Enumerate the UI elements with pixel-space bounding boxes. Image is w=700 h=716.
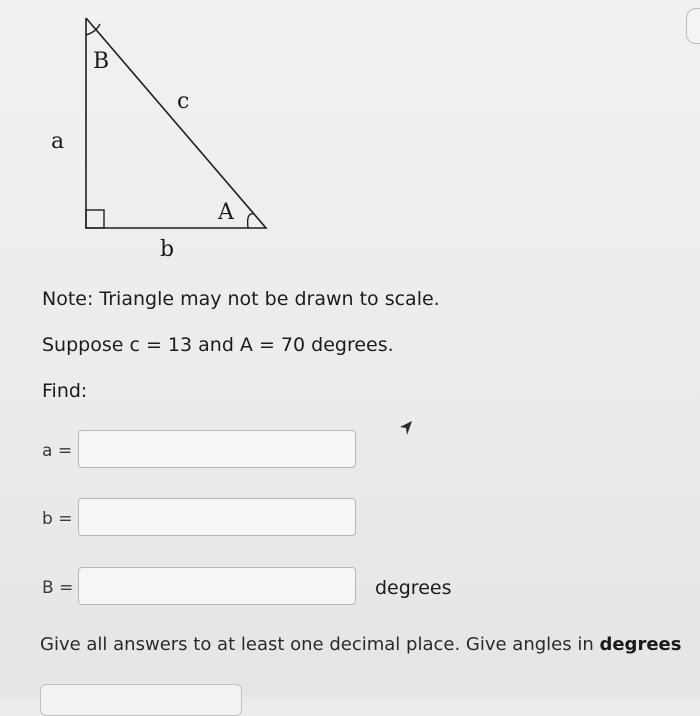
answer-label-angle-B: B = [42, 578, 74, 598]
vertex-label-B: B [93, 49, 110, 74]
answer-input-angle-B[interactable] [78, 567, 356, 605]
vertex-label-A: A [218, 200, 234, 225]
answer-label-a: a = [42, 441, 73, 461]
answer-label-b: b = [42, 509, 73, 529]
triangle-figure [40, 8, 290, 268]
triangle-outline [86, 18, 266, 228]
note-text: Note: Triangle may not be drawn to scale. [42, 288, 440, 310]
right-triangle-diagram [40, 8, 290, 268]
find-heading: Find: [42, 380, 88, 402]
side-label-b: b [160, 237, 175, 262]
instructions-prefix: Give all answers to at least one decimal place. Give angles in [40, 634, 600, 655]
instructions-text [40, 634, 681, 655]
given-values-text: Suppose c = 13 and A = 70 degrees. [42, 334, 394, 356]
instructions-bold-degrees: degrees [599, 634, 682, 655]
side-label-a: a [51, 129, 65, 154]
right-angle-marker [86, 210, 104, 228]
answer-input-b[interactable] [78, 498, 356, 536]
check-answer-button[interactable] [40, 684, 242, 716]
side-label-c: c [177, 89, 190, 114]
mouse-pointer-icon [398, 419, 416, 439]
answer-input-a[interactable] [78, 430, 356, 468]
angle-unit-label: degrees [375, 577, 452, 599]
side-panel-tab[interactable] [686, 8, 700, 44]
angle-arc-A [248, 214, 254, 228]
